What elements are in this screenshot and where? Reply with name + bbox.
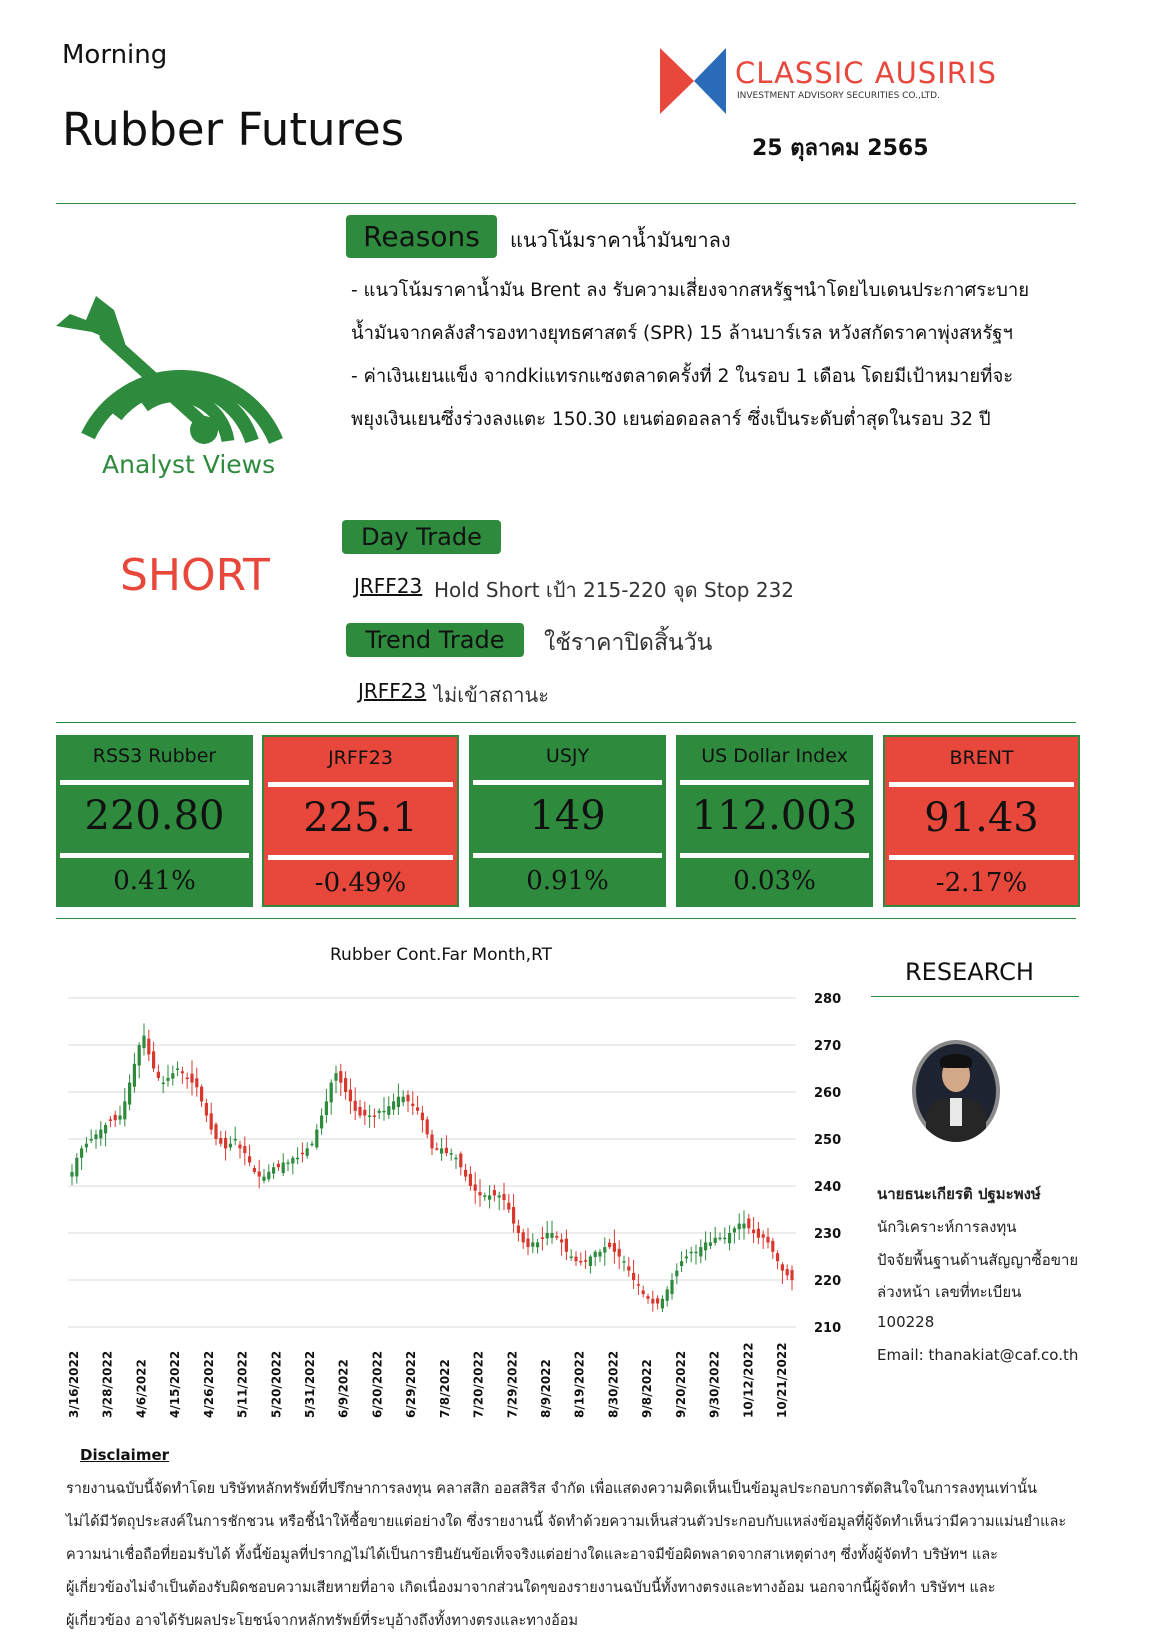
candle-body	[478, 1192, 481, 1195]
candle-body	[85, 1144, 88, 1148]
candle-body	[114, 1115, 117, 1120]
candle-body	[507, 1203, 510, 1210]
card-value: 225.1	[303, 795, 418, 841]
candle-body	[421, 1113, 424, 1121]
candle-body	[546, 1233, 549, 1238]
candle-body	[186, 1078, 189, 1080]
card-change: 0.41%	[113, 866, 196, 896]
candle-body	[598, 1252, 601, 1257]
candle-body	[224, 1138, 227, 1148]
analyst-reg-number: 100228	[877, 1313, 935, 1331]
analyst-avatar	[912, 1040, 1000, 1142]
x-tick-label: 5/11/2022	[235, 1350, 250, 1418]
card-change: -2.17%	[935, 868, 1028, 898]
candle-body	[272, 1167, 275, 1173]
candle-body	[190, 1074, 193, 1083]
candle-body	[464, 1170, 467, 1177]
brand-subtitle: INVESTMENT ADVISORY SECURITIES CO.,LTD.	[737, 91, 940, 101]
candle-body	[757, 1229, 760, 1238]
candle-body	[474, 1184, 477, 1190]
candle-body	[162, 1083, 165, 1085]
candle-body	[406, 1095, 409, 1102]
candle-body	[488, 1195, 491, 1199]
disclaimer-line-3: ความน่าเชื่อถือที่ยอมรับได้ ทั้งนี้ข้อมูลที่ปรากฏไม่ได้เป็นการยืนยันข้อเท็จจริงแต่อย่างใดและอาจมีข้อผิดพลาดจากสาเหตุต่างๆ ซึ่งทั้งผู้จัดทำ บริษัทฯ และ	[66, 1547, 998, 1563]
candle-body	[766, 1237, 769, 1243]
x-tick-label: 7/29/2022	[505, 1350, 520, 1418]
divider-middle	[56, 722, 1076, 723]
candle-body	[214, 1124, 217, 1139]
reason-line-4: พยุงเงินเยนซึ่งร่วงลงแตะ 150.30 เยนต่อดอลลาร์ ซึ่งเป็นระดับต่ำสุดในรอบ 32 ปี	[351, 409, 991, 430]
card-change: 0.03%	[733, 866, 816, 896]
candle-body	[613, 1243, 616, 1252]
candle-body	[454, 1158, 457, 1160]
report-date: 25 ตุลาคม 2565	[752, 136, 929, 161]
analyst-email[interactable]: Email: thanakiat@caf.co.th	[877, 1346, 1079, 1364]
y-tick-label: 220	[814, 1274, 842, 1289]
candle-body	[714, 1238, 717, 1243]
y-tick-label: 210	[814, 1321, 842, 1336]
candle-body	[733, 1228, 736, 1232]
candle-body	[258, 1171, 261, 1176]
candle-body	[517, 1226, 520, 1233]
candle-body	[450, 1153, 453, 1155]
candle-body	[166, 1078, 169, 1081]
candle-body	[397, 1097, 400, 1107]
candle-body	[670, 1280, 673, 1294]
x-tick-label: 10/21/2022	[775, 1342, 789, 1418]
candle-body	[675, 1271, 678, 1277]
x-tick-label: 6/9/2022	[336, 1359, 351, 1418]
candle-body	[200, 1087, 203, 1102]
candle-body	[262, 1177, 265, 1181]
candle-body	[685, 1257, 688, 1259]
card-label: USJY	[545, 745, 590, 767]
disclaimer-title: Disclaimer	[80, 1446, 170, 1464]
candle-body	[109, 1119, 112, 1121]
card-brent	[883, 735, 1080, 907]
candle-body	[306, 1148, 309, 1155]
x-tick-label: 8/19/2022	[572, 1350, 587, 1418]
candle-body	[243, 1146, 246, 1153]
card-label: US Dollar Index	[701, 745, 848, 767]
candle-body	[373, 1115, 376, 1117]
candle-body	[570, 1257, 573, 1259]
candle-body	[622, 1261, 625, 1263]
candle-body	[147, 1039, 150, 1055]
candle-body	[334, 1073, 337, 1080]
reason-line-1: - แนวโน้มราคาน้ำมัน Brent ลง รับความเสี่ยงจากสหรัฐฯนำโดยไบเดนประกาศระบาย	[351, 280, 1030, 301]
candle-body	[589, 1257, 592, 1266]
candle-body	[603, 1247, 606, 1252]
candle-body	[387, 1106, 390, 1115]
candle-body	[632, 1273, 635, 1280]
candle-body	[627, 1266, 630, 1270]
report-subtitle: Morning	[62, 40, 168, 70]
x-tick-label: 4/26/2022	[201, 1350, 216, 1418]
candle-body	[411, 1104, 414, 1106]
candle-body	[555, 1236, 558, 1238]
candle-body	[80, 1148, 83, 1157]
candle-body	[310, 1144, 313, 1146]
candle-body	[656, 1298, 659, 1303]
candle-body	[229, 1144, 232, 1148]
candle-body	[382, 1111, 385, 1113]
candle-body	[325, 1101, 328, 1115]
candle-body	[445, 1148, 448, 1153]
candle-body	[483, 1195, 486, 1197]
x-tick-label: 5/20/2022	[269, 1350, 284, 1418]
card-change: -0.49%	[314, 868, 407, 898]
divider-top	[56, 203, 1076, 204]
candle-body	[608, 1243, 611, 1247]
candle-body	[526, 1239, 529, 1248]
research-title: RESEARCH	[905, 958, 1034, 986]
candle-body	[498, 1195, 501, 1197]
candle-body	[762, 1234, 765, 1237]
x-tick-label: 9/20/2022	[673, 1350, 688, 1418]
analyst-role: นักวิเคราะห์การลงทุน	[877, 1218, 1017, 1236]
candle-body	[718, 1238, 721, 1240]
candle-body	[90, 1139, 93, 1141]
y-tick-label: 280	[814, 992, 842, 1007]
candle-body	[502, 1194, 505, 1200]
candle-body	[248, 1156, 251, 1162]
research-underline	[871, 996, 1079, 997]
trend-trade-label: Trend Trade	[346, 623, 524, 657]
reasons-label: Reasons	[346, 215, 497, 258]
candle-body	[690, 1252, 693, 1254]
candle-body	[320, 1116, 323, 1129]
candle-body	[234, 1139, 237, 1141]
x-tick-label: 4/15/2022	[168, 1350, 183, 1418]
candle-body	[104, 1125, 107, 1134]
candle-body	[282, 1163, 285, 1174]
y-tick-label: 270	[814, 1039, 842, 1054]
candle-body	[771, 1241, 774, 1252]
candle-body	[646, 1296, 649, 1299]
candle-body	[291, 1158, 294, 1164]
analyst-line-3: ปัจจัยพื้นฐานด้านสัญญาซื้อขาย	[877, 1251, 1079, 1269]
candle-body	[594, 1252, 597, 1257]
candle-body	[723, 1238, 726, 1240]
candle-body	[344, 1078, 347, 1092]
x-tick-label: 8/30/2022	[606, 1350, 621, 1418]
candle-body	[738, 1224, 741, 1230]
candle-body	[358, 1107, 361, 1116]
trend-trade-text: ไม่เข้าสถานะ	[434, 683, 549, 707]
divider-cards	[56, 918, 1076, 919]
candle-body	[142, 1036, 145, 1048]
candle-body	[195, 1078, 198, 1087]
candle-body	[459, 1154, 462, 1168]
reasons-headline: แนวโน้มราคาน้ำมันขาลง	[510, 228, 731, 252]
candle-body	[238, 1145, 241, 1149]
candle-body	[680, 1261, 683, 1266]
brand-name: CLASSIC AUSIRIS	[735, 56, 997, 90]
candle-body	[267, 1172, 270, 1179]
analyst-views-label: Analyst Views	[102, 450, 276, 479]
candle-body	[651, 1299, 654, 1304]
candle-body	[440, 1148, 443, 1153]
x-tick-label: 6/20/2022	[370, 1350, 385, 1418]
candle-body	[637, 1284, 640, 1286]
candle-body	[469, 1174, 472, 1186]
candle-body	[574, 1257, 577, 1261]
candle-body	[541, 1237, 544, 1239]
candle-body	[536, 1242, 539, 1247]
day-trade-label: Day Trade	[342, 520, 501, 554]
y-tick-label: 240	[814, 1180, 842, 1195]
card-jrff23	[262, 735, 459, 907]
candle-body	[157, 1072, 160, 1078]
candle-body	[742, 1224, 745, 1229]
x-tick-label: 3/28/2022	[100, 1350, 115, 1418]
candle-body	[584, 1260, 587, 1262]
x-tick-label: 3/16/2022	[67, 1350, 81, 1418]
candle-body	[368, 1116, 371, 1118]
x-tick-label: 5/31/2022	[303, 1350, 317, 1418]
analyst-line-4: ล่วงหน้า เลขที่ทะเบียน	[877, 1283, 1022, 1301]
card-value: 149	[529, 793, 606, 839]
page-title: Rubber Futures	[62, 103, 405, 156]
brand-logo-icon	[658, 46, 728, 116]
candle-body	[296, 1158, 299, 1160]
candle-body	[133, 1064, 136, 1087]
candle-body	[99, 1130, 102, 1139]
trend-trade-symbol: JRFF23	[358, 679, 427, 703]
candle-body	[550, 1233, 553, 1238]
y-tick-label: 230	[814, 1227, 842, 1242]
signal-short: SHORT	[120, 550, 270, 601]
candle-body	[152, 1051, 155, 1068]
candle-body	[354, 1101, 357, 1111]
day-trade-symbol: JRFF23	[354, 574, 423, 598]
disclaimer-line-4: ผู้เกี่ยวข้องไม่จำเป็นต้องรับผิดชอบความเสียหายที่อาจ เกิดเนื่องมาจากส่วนใดๆของรายงานฉบับนี้ทั้งทางตรงและทางอ้อม นอกจากนี้ผู้จัดทำ บริษัทฯ และ	[66, 1580, 996, 1596]
card-value: 112.003	[691, 793, 858, 839]
x-tick-label: 7/8/2022	[437, 1359, 452, 1418]
candle-body	[430, 1134, 433, 1148]
candle-body	[301, 1153, 304, 1155]
card-change: 0.91%	[526, 866, 609, 896]
candle-body	[118, 1116, 121, 1120]
candle-body	[75, 1158, 78, 1177]
candle-body	[642, 1290, 645, 1294]
candle-body	[728, 1233, 731, 1243]
candle-body	[781, 1264, 784, 1270]
disclaimer-line-5: ผู้เกี่ยวข้อง อาจได้รับผลประโยชน์จากหลักทรัพย์ที่ระบุอ้างถึงทั้งทางตรงและทางอ้อม	[66, 1613, 579, 1629]
candle-body	[176, 1069, 179, 1071]
candle-body	[560, 1239, 563, 1242]
x-tick-label: 8/9/2022	[539, 1359, 553, 1418]
candle-body	[666, 1289, 669, 1300]
candle-body	[694, 1252, 697, 1254]
reason-line-3: - ค่าเงินเยนแข็ง จากdkiแทรกแซงตลาดครั้งที่ 2 ในรอบ 1 เดือน โดยมีเป้าหมายที่จะ	[351, 366, 1014, 387]
rubber-price-chart	[56, 985, 856, 1435]
candle-body	[94, 1134, 97, 1139]
x-tick-label: 9/30/2022	[707, 1350, 722, 1418]
y-tick-label: 260	[814, 1086, 842, 1101]
chart-title: Rubber Cont.Far Month,RT	[330, 945, 553, 965]
candle-body	[392, 1101, 395, 1109]
card-label: BRENT	[949, 747, 1014, 769]
x-tick-label: 10/12/2022	[741, 1342, 756, 1418]
reason-line-2: น้ำมันจากคลังสำรองทางยุทธศาสตร์ (SPR) 15 ล้านบาร์เรล หวังสกัดราคาพุ่งสหรัฐฯ	[351, 323, 1013, 344]
candle-body	[277, 1164, 280, 1167]
candle-body	[378, 1111, 381, 1113]
card-value: 220.80	[84, 793, 225, 839]
candle-body	[579, 1261, 582, 1263]
candle-body	[315, 1130, 318, 1148]
candle-body	[618, 1249, 621, 1257]
candle-body	[435, 1148, 438, 1150]
candle-body	[747, 1219, 750, 1229]
candle-body	[210, 1113, 213, 1129]
trend-trade-note: ใช้ราคาปิดสิ้นวัน	[544, 630, 713, 656]
candle-body	[752, 1230, 755, 1233]
candle-body	[512, 1207, 515, 1224]
target-dart-icon	[56, 296, 291, 446]
candle-body	[790, 1270, 793, 1280]
candle-body	[776, 1253, 779, 1261]
x-tick-label: 6/29/2022	[404, 1350, 419, 1418]
card-label: RSS3 Rubber	[92, 745, 217, 767]
disclaimer-line-2: ไม่ได้มีวัตถุประสงค์ในการชักชวน หรือชี้นำให้ซื้อขายแต่อย่างใด ซึ่งรายงานนี้ จัดทำด้วยความเห็นส่วนตัวประกอบกับแหล่งข้อมูลที่ผู้จัดทำเห็นว่ามีความแม่นยำและ	[66, 1514, 1067, 1530]
candle-body	[493, 1190, 496, 1195]
candle-body	[531, 1242, 534, 1246]
candle-body	[661, 1299, 664, 1309]
candle-body	[416, 1107, 419, 1110]
disclaimer-line-1: รายงานฉบับนี้จัดทำโดย บริษัทหลักทรัพย์ที่ปรึกษาการลงทุน คลาสสิก ออสสิริส จำกัด เพื่อแสดงความคิดเห็นเป็นข้อมูลประกอบการตัดสินใจในการลงทุนเท่านั้น	[66, 1481, 1037, 1497]
candle-body	[522, 1232, 525, 1242]
candle-body	[138, 1045, 141, 1066]
candle-body	[339, 1071, 342, 1082]
candle-body	[128, 1083, 131, 1105]
candle-body	[704, 1242, 707, 1250]
candle-body	[699, 1247, 702, 1256]
candle-body	[123, 1101, 126, 1119]
x-tick-label: 9/8/2022	[640, 1359, 655, 1418]
candle-body	[786, 1269, 789, 1275]
candle-body	[181, 1071, 184, 1073]
card-label: JRFF23	[328, 747, 393, 769]
candle-body	[286, 1163, 289, 1165]
y-tick-label: 250	[814, 1133, 842, 1148]
candle-body	[402, 1097, 405, 1102]
x-tick-label: 7/20/2022	[471, 1350, 486, 1418]
card-value: 91.43	[924, 795, 1039, 841]
analyst-name: นายธนะเกียรติ ปฐมะพงษ์	[877, 1185, 1041, 1203]
candle-body	[363, 1110, 366, 1116]
candle-body	[709, 1242, 712, 1246]
day-trade-text: Hold Short เป้า 215-220 จุด Stop 232	[434, 578, 795, 602]
candle-body	[426, 1119, 429, 1134]
candle-body	[205, 1103, 208, 1115]
card-us-dollar-index	[676, 735, 873, 907]
candle-body	[565, 1239, 568, 1252]
candle-body	[349, 1090, 352, 1102]
candle-body	[219, 1138, 222, 1144]
card-usjy	[469, 735, 666, 907]
candle-body	[70, 1172, 73, 1177]
candle-body	[330, 1083, 333, 1103]
x-tick-label: 4/6/2022	[134, 1359, 149, 1418]
candle-body	[171, 1073, 174, 1078]
candle-body	[253, 1168, 256, 1172]
card-rss3-rubber	[56, 735, 253, 907]
